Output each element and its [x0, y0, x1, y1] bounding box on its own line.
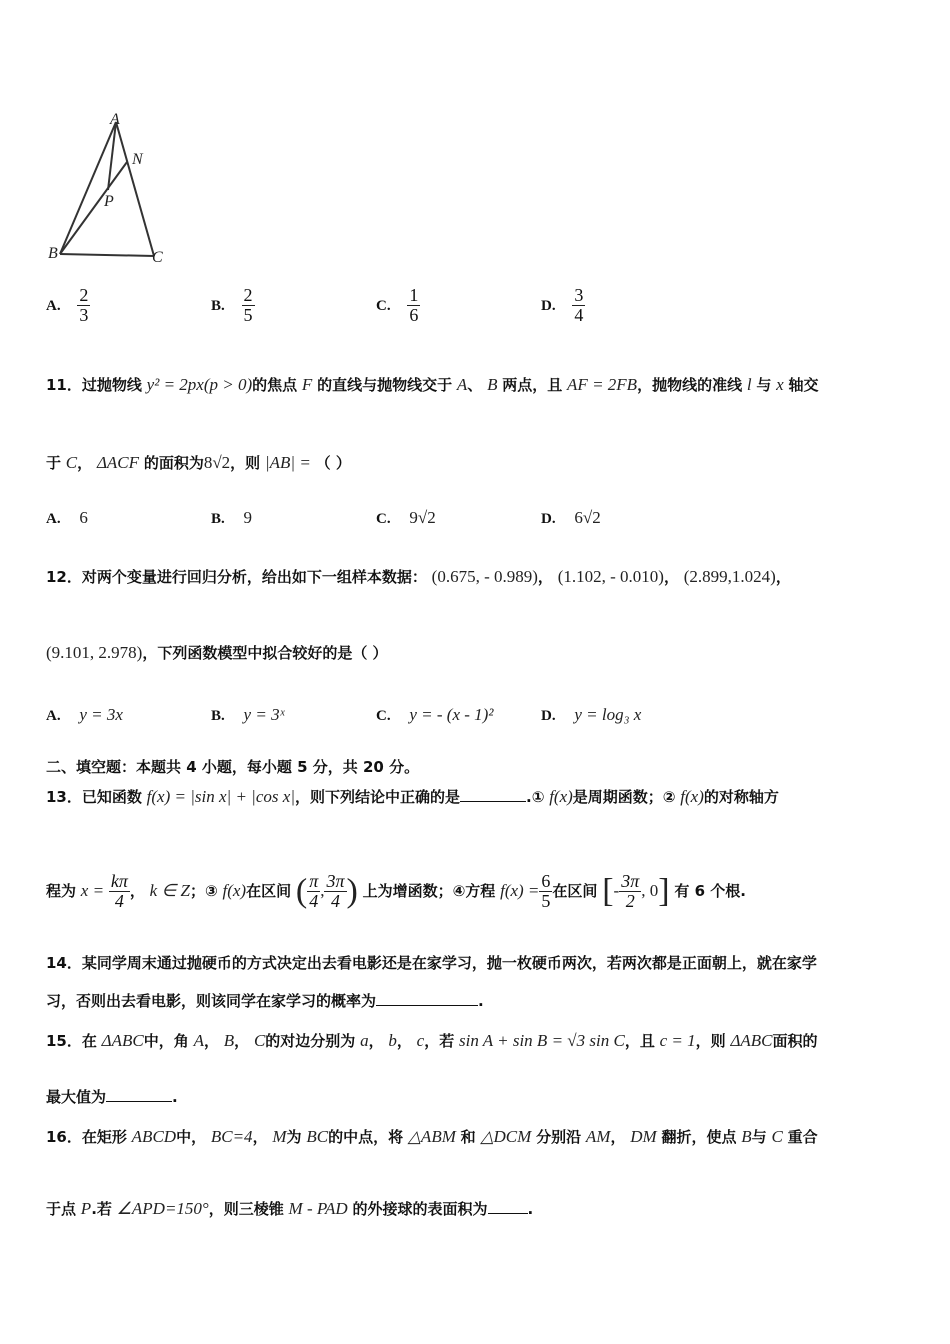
q11-option-b: B. 9: [211, 508, 253, 527]
q12-option-a: A. y = 3x: [46, 705, 123, 724]
q15-line-1: 15．在 ΔABC中，角 A， B， C的对边分别为 a， b， c，若 sin A + sin B = √3 sin C，且 c = 1，则 ΔABC面积的: [46, 1031, 818, 1050]
question-number: 12．: [46, 568, 82, 586]
option-label: D.: [541, 297, 556, 314]
fraction: $\frac{2}{3}$: [79, 285, 89, 325]
q13-line-2: 程为 x = $\frac{k\pi}{4}$ ， k ∈ Z；③ f(x)在区间 ( $\frac{\pi}{4}$ , $\frac{3\pi}{4}$ ) 上为增函数；④方程 f(x) = $\frac{6}{5}$ 在区间 [- $\frac{3\pi}{2}$ , 0] 有 6 个根.: [46, 871, 746, 911]
option-label: A.: [46, 297, 61, 314]
q14-line-1: 14．某同学周末通过抛硬币的方式决定出去看电影还是在家学习，抛一枚硬币两次，若两次都是正面朝上，就在家学: [46, 954, 817, 972]
answer-blank[interactable]: [106, 1087, 172, 1102]
answer-blank[interactable]: [460, 787, 526, 802]
triangle-figure: [40, 110, 180, 270]
edge-ac: [116, 122, 154, 256]
q14-line-2: 习，否则出去看电影，则该同学在家学习的概率为 .: [46, 992, 484, 1010]
q10-option-a: [46, 286, 90, 325]
answer-blank[interactable]: [376, 991, 478, 1006]
question-number: 14．: [46, 954, 82, 972]
question-number: 11．: [46, 376, 82, 394]
fraction: $\frac{1}{6}$: [409, 285, 419, 325]
question-number: 15．: [46, 1032, 82, 1050]
fraction: $\frac{k\pi}{4}$: [110, 871, 128, 911]
paren-open: (: [295, 872, 308, 910]
fraction: $\frac{6}{5}$: [541, 871, 551, 911]
q10-option-c: [376, 286, 420, 325]
q10-option-d: [541, 286, 585, 325]
fraction: $\frac{2}{5}$: [243, 285, 253, 325]
q12-option-c: C. y = - (x - 1)²: [376, 705, 494, 724]
q11-option-a: A. 6: [46, 508, 88, 527]
q12-line-1: 12．对两个变量进行回归分析，给出如下一组样本数据： (0.675, - 0.989)， (1.102, - 0.010)， (2.899,1.024)，: [46, 567, 791, 586]
label-c: C: [152, 249, 163, 266]
fraction: $\frac{3\pi}{2}$: [621, 871, 640, 911]
option-label: C.: [376, 297, 391, 314]
label-a: A: [110, 111, 120, 128]
section-heading: 二、填空题：本题共 4 小题，每小题 5 分，共 20 分。: [46, 758, 420, 776]
q16-line-2: 于点 P.若 ∠APD=150°，则三棱锥 M - PAD 的外接球的表面积为 .: [46, 1199, 534, 1218]
fraction: $\frac{3\pi}{4}$: [326, 871, 345, 911]
q12-option-b: B. y = 3ˣ: [211, 705, 285, 724]
bracket-open: [: [602, 872, 614, 910]
q11-option-d: D. 6√2: [541, 508, 601, 527]
paren-close: ): [346, 872, 358, 910]
q12-line-2: (9.101, 2.978)，下列函数模型中拟合较好的是（ ）: [46, 643, 388, 662]
q10-option-b: [211, 286, 255, 325]
q11-option-c: C. 9√2: [376, 508, 436, 527]
question-number: 16．: [46, 1128, 82, 1146]
edge-bc: [60, 254, 154, 256]
q11-line-1: 11．过抛物线 y² = 2px(p > 0)的焦点 F 的直线与抛物线交于 A、 B 两点，且 AF = 2FB，抛物线的准线 l 与 x 轴交: [46, 375, 819, 394]
q12-option-d: D. y = log₃ x: [541, 705, 642, 724]
label-n: N: [132, 151, 143, 168]
q11-line-2: 于 C， ΔACF 的面积为8√2，则 |AB| = （ ）: [46, 453, 351, 472]
q13-line-1: 13．已知函数 f(x) = |sin x| + |cos x|，则下列结论中正确的是 .① f(x)是周期函数；② f(x)的对称轴方: [46, 787, 779, 806]
label-p: P: [104, 193, 114, 210]
label-b: B: [48, 245, 58, 262]
q15-line-2: 最大值为 .: [46, 1088, 178, 1106]
fraction: $\frac{\pi}{4}$: [309, 871, 319, 911]
answer-blank[interactable]: [488, 1199, 528, 1214]
question-number: 13．: [46, 788, 82, 806]
bracket-close: ]: [658, 872, 670, 910]
fraction: $\frac{3}{4}$: [574, 285, 584, 325]
q16-line-1: 16．在矩形 ABCD中， BC=4， M为 BC的中点，将 △ABM 和 △DCM 分别沿 AM， DM 翻折，使点 B与 C 重合: [46, 1127, 818, 1146]
option-label: B.: [211, 297, 225, 314]
